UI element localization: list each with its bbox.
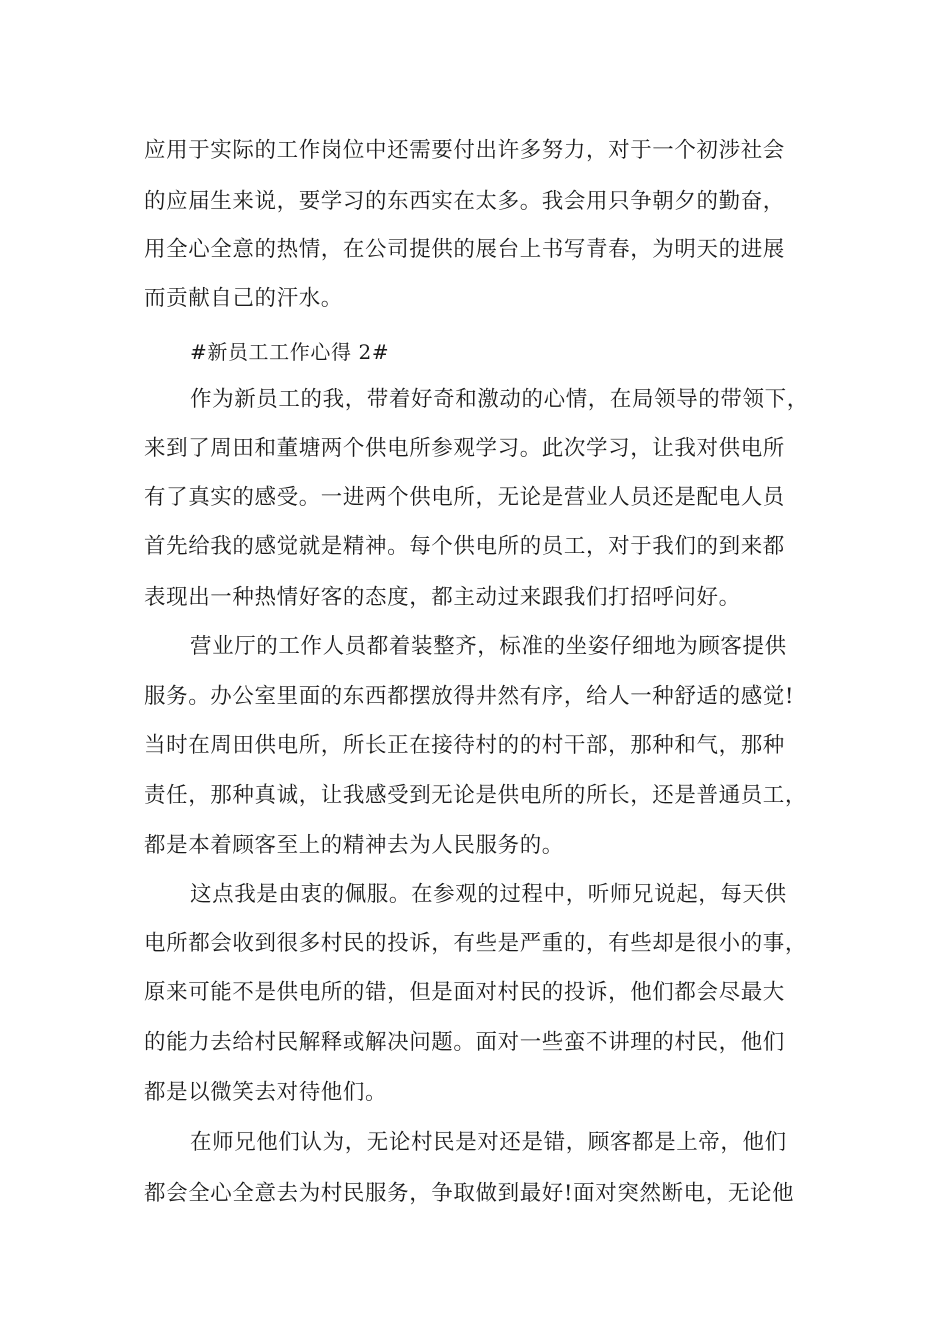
paragraph-first-line: 在师兄他们认为，无论村民是对还是错，顾客都是上帝，他们 [190, 1130, 787, 1155]
body-line: 的能力去给村民解释或解决问题。面对一些蛮不讲理的村民，他们 [144, 1030, 785, 1055]
body-line: 服务。办公室里面的东西都摆放得井然有序，给人一种舒适的感觉! [144, 684, 795, 709]
body-line: 有了真实的感受。一进两个供电所，无论是营业人员还是配电人员 [144, 485, 785, 510]
paragraph-first-line: 营业厅的工作人员都着装整齐，标准的坐姿仔细地为顾客提供 [190, 634, 787, 659]
body-line: 都会全心全意去为村民服务，争取做到最好!面对突然断电，无论他 [144, 1181, 795, 1206]
body-line: 用全心全意的热情，在公司提供的展台上书写青春，为明天的进展 [144, 237, 785, 262]
body-line: 都是本着顾客至上的精神去为人民服务的。 [144, 833, 564, 858]
paragraph-first-line: 这点我是由衷的佩服。在参观的过程中，听师兄说起，每天供 [190, 882, 787, 907]
body-line: 表现出一种热情好客的态度，都主动过来跟我们打招呼问好。 [144, 585, 741, 610]
body-line: 都是以微笑去对待他们。 [144, 1080, 388, 1105]
body-line: 电所都会收到很多村民的投诉，有些是严重的，有些却是很小的事， [144, 931, 808, 956]
body-line: 来到了周田和董塘两个供电所参观学习。此次学习，让我对供电所 [144, 436, 785, 461]
body-line: 的应届生来说，要学习的东西实在太多。我会用只争朝夕的勤奋， [144, 189, 785, 214]
body-line: 责任，那种真诚，让我感受到无论是供电所的所长，还是普通员工， [144, 783, 808, 808]
section-heading: #新员工工作心得 2# [190, 340, 390, 364]
paragraph-first-line: 作为新员工的我，带着好奇和激动的心情，在局领导的带领下， [190, 387, 809, 412]
body-line: 应用于实际的工作岗位中还需要付出许多努力，对于一个初涉社会 [144, 138, 785, 163]
body-line: 当时在周田供电所，所长正在接待村的的村干部，那种和气，那种 [144, 733, 785, 758]
body-line: 原来可能不是供电所的错，但是面对村民的投诉，他们都会尽最大 [144, 980, 785, 1005]
body-line: 首先给我的感觉就是精神。每个供电所的员工，对于我们的到来都 [144, 534, 785, 559]
body-line: 而贡献自己的汗水。 [144, 286, 343, 311]
